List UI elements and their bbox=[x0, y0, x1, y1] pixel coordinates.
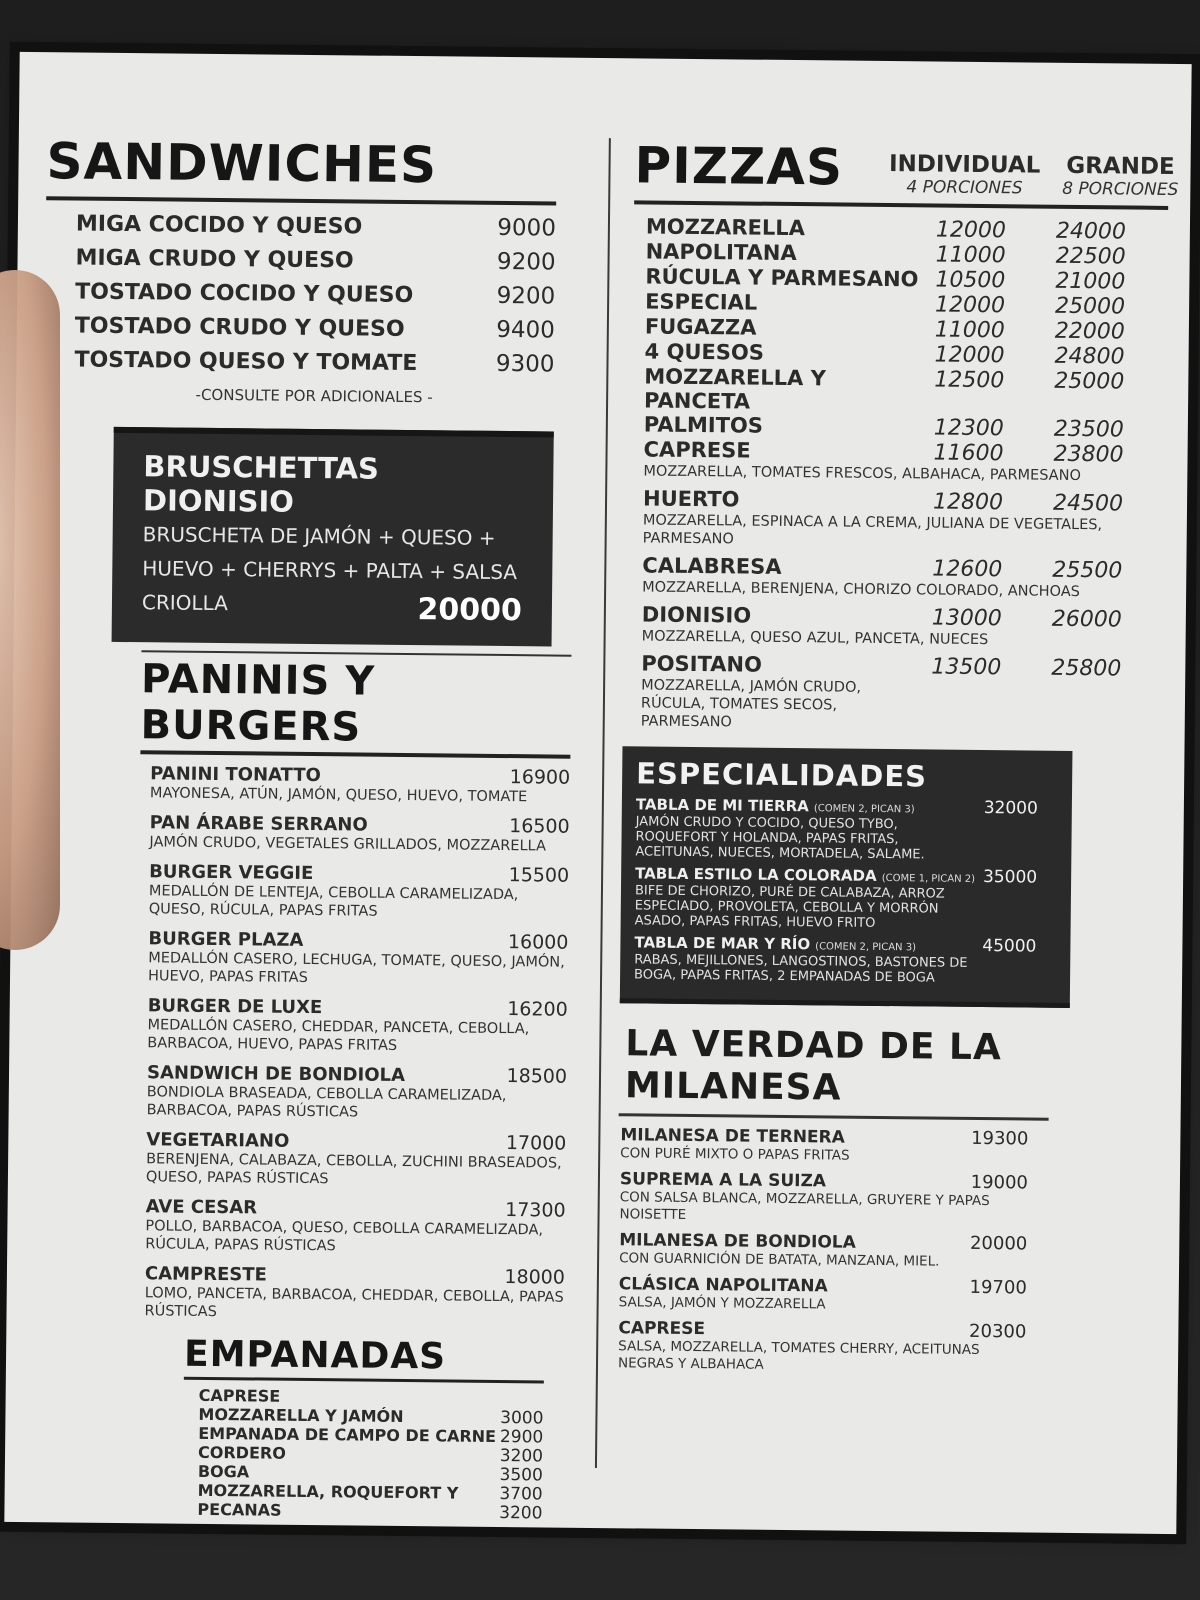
size-grande bbox=[1062, 153, 1179, 200]
bruschettas-price: 20000 bbox=[417, 592, 523, 629]
price-individual: 12500 bbox=[934, 367, 1005, 394]
price-individual: 12600 bbox=[932, 556, 1003, 583]
panini-item bbox=[145, 1195, 566, 1257]
item-desc: MAYONESA, ATÚN, JAMÓN, QUESO, HUEVO, TOMATE bbox=[149, 785, 528, 806]
panini-item bbox=[147, 1061, 568, 1123]
sandwich-item bbox=[75, 312, 555, 351]
price-grande: 24500 bbox=[1052, 490, 1124, 517]
holding-thumb bbox=[0, 270, 60, 950]
item-name: TOSTADO CRUDO Y QUESO bbox=[74, 313, 405, 342]
price-individual: 13500 bbox=[931, 654, 1002, 681]
item-name: MOZZARELLA, ROQUEFORT Y PECANAS bbox=[197, 1480, 459, 1520]
item-name: BOGA bbox=[197, 1461, 250, 1482]
item-name: MIGA CRUDO Y QUESO bbox=[75, 245, 354, 274]
item-name: BURGER VEGGIE bbox=[149, 861, 314, 885]
size-portions: 4 PORCIONES bbox=[906, 177, 1023, 199]
price-individual: 11000 bbox=[934, 317, 1005, 344]
panini-item bbox=[149, 811, 569, 855]
milanesa-title: LA VERDAD DE LA MILANESA bbox=[624, 1023, 1003, 1109]
item-price: 16500 bbox=[509, 815, 570, 838]
price-individual: 12000 bbox=[934, 342, 1005, 369]
panini-item bbox=[147, 994, 568, 1056]
item-name: CAPRESE bbox=[618, 1318, 706, 1340]
item-name: CAPRESE bbox=[643, 437, 751, 463]
size-portions: 8 PORCIONES bbox=[1062, 178, 1179, 201]
item-name: TOSTADO QUESO Y TOMATE bbox=[74, 347, 418, 377]
item-price: 17300 bbox=[505, 1199, 566, 1222]
sandwich-item bbox=[75, 278, 555, 317]
item-price: 32000 bbox=[983, 798, 1038, 819]
item-desc: MEDALLÓN CASERO, LECHUGA, TOMATE, QUESO, JAMÓN, HUEVO, PAPAS FRITAS bbox=[147, 950, 565, 986]
item-desc: CON GUARNICIÓN DE BATATA, MANZANA, MIEL. bbox=[619, 1250, 940, 1270]
item-price: 9400 bbox=[496, 316, 555, 344]
price-grande: 25800 bbox=[1051, 655, 1122, 682]
pizzas-header bbox=[634, 136, 1179, 200]
item-name: 4 QUESOS bbox=[644, 339, 765, 365]
pizza-item bbox=[643, 486, 1176, 553]
item-desc: MOZZARELLA, JAMÓN CRUDO, RÚCULA, TOMATES SECOS, PARMESANO bbox=[640, 677, 862, 731]
item-desc: MOZZARELLA, QUESO AZUL, PANCETA, NUECES bbox=[641, 628, 989, 649]
item-name: DIONISIO bbox=[641, 602, 752, 628]
item-name: VEGETARIANO bbox=[146, 1129, 290, 1152]
item-name: BURGER PLAZA bbox=[148, 928, 304, 951]
price-grande: 24000 bbox=[1055, 218, 1127, 245]
item-servings: (COMEN 2, PICAN 3) bbox=[813, 803, 915, 816]
milanesa-list bbox=[606, 1124, 1169, 1378]
price-grande: 23800 bbox=[1053, 441, 1124, 468]
item-price: 16000 bbox=[507, 931, 569, 954]
milanesa-item bbox=[619, 1168, 1028, 1227]
item-desc: MEDALLÓN CASERO, CHEDDAR, PANCETA, CEBOLLA, BARBACOA, HUEVO, PAPAS FRITAS bbox=[147, 1017, 530, 1054]
item-desc: JAMÓN CRUDO Y COCIDO, QUESO TYBO, ROQUEFORT Y HOLANDA, PAPAS FRITAS, ACEITUNAS, NUECES, MORTADELA, SALAME. bbox=[635, 814, 925, 863]
item-name: MOZZARELLA bbox=[645, 214, 806, 241]
item-price: 35000 bbox=[982, 867, 1038, 888]
item-name: AVE CESAR bbox=[145, 1196, 258, 1219]
additions-note: -CONSULTE POR ADICIONALES - bbox=[195, 385, 433, 407]
item-name: MOZZARELLA Y PANCETA bbox=[643, 364, 826, 414]
item-price: 9200 bbox=[496, 282, 556, 310]
price-individual: 12000 bbox=[934, 292, 1006, 319]
item-price: 3200 bbox=[499, 1503, 543, 1524]
item-price: 16200 bbox=[507, 998, 568, 1021]
item-name: EMPANADA DE CAMPO DE CARNE bbox=[198, 1423, 497, 1446]
sandwich-item bbox=[75, 245, 555, 284]
item-price: 19700 bbox=[969, 1276, 1027, 1299]
milanesa-rule bbox=[619, 1113, 1049, 1121]
item-name: MOZZARELLA Y JAMÓN bbox=[198, 1404, 404, 1426]
item-price: 16900 bbox=[509, 766, 571, 789]
sandwich-item bbox=[76, 211, 556, 250]
panini-item bbox=[148, 927, 569, 989]
item-name: PAN ÁRABE SERRANO bbox=[149, 812, 368, 836]
size-individual bbox=[889, 151, 1041, 199]
size-label: GRANDE bbox=[1066, 152, 1175, 181]
item-name: TOSTADO COCIDO Y QUESO bbox=[75, 279, 414, 309]
menu-sheet bbox=[4, 52, 1191, 1534]
item-name: TABLA DE MI TIERRA bbox=[635, 795, 809, 816]
item-price: 45000 bbox=[982, 936, 1037, 957]
paninis-top-rule bbox=[141, 650, 571, 657]
item-price: 20300 bbox=[969, 1320, 1027, 1343]
item-price: 17000 bbox=[505, 1132, 567, 1155]
item-price: 15500 bbox=[508, 864, 570, 887]
milanesa-item bbox=[618, 1317, 1027, 1376]
especialidad-item bbox=[635, 794, 1056, 863]
sandwiches-rule bbox=[46, 196, 556, 205]
item-name: MILANESA DE BONDIOLA bbox=[619, 1230, 856, 1253]
panini-item bbox=[146, 1128, 567, 1190]
bruschettas-title: BRUSCHETTAS DIONISIO bbox=[142, 449, 380, 519]
price-individual: 11000 bbox=[935, 242, 1006, 269]
item-name: CAPRESE bbox=[198, 1385, 281, 1406]
item-desc: SALSA, JAMÓN Y MOZZARELLA bbox=[618, 1294, 826, 1313]
item-price: 9200 bbox=[496, 248, 556, 276]
item-servings: (COME 1, PICAN 2) bbox=[881, 872, 976, 885]
item-name: HUERTO bbox=[642, 486, 740, 512]
item-price: 3700 bbox=[499, 1484, 543, 1505]
item-price: 3500 bbox=[499, 1465, 543, 1486]
milanesa-item bbox=[619, 1273, 1027, 1315]
item-desc: LOMO, PANCETA, BARBACOA, CHEDDAR, CEBOLLA, PAPAS RÚSTICAS bbox=[144, 1285, 564, 1321]
sandwich-item bbox=[74, 346, 554, 385]
item-name: POSITANO bbox=[641, 651, 763, 677]
item-name: CLÁSICA NAPOLITANA bbox=[618, 1274, 828, 1297]
item-desc: MOZZARELLA, BERENJENA, CHORIZO COLORADO, ANCHOAS bbox=[642, 579, 1080, 601]
pizza-item bbox=[642, 553, 1174, 602]
empanadas-list bbox=[22, 1384, 583, 1523]
panini-item bbox=[150, 762, 570, 806]
item-name: CALABRESA bbox=[642, 553, 782, 579]
item-desc: BERENJENA, CALABAZA, CEBOLLA, ZUCHINI BRASEADOS, QUESO, PAPAS RÚSTICAS bbox=[145, 1151, 562, 1188]
price-grande: 24800 bbox=[1054, 343, 1125, 370]
item-price: 20000 bbox=[969, 1232, 1028, 1255]
price-individual: 12300 bbox=[933, 415, 1004, 442]
empanadas-title: EMPANADAS bbox=[183, 1333, 447, 1378]
pizza-item bbox=[644, 364, 1176, 418]
item-servings: (COMEN 2, PICAN 3) bbox=[815, 941, 917, 954]
item-desc: CON PURÉ MIXTO O PAPAS FRITAS bbox=[620, 1145, 850, 1164]
panini-item bbox=[149, 860, 570, 922]
bruschettas-box bbox=[112, 427, 554, 647]
item-name: TABLA DE MAR Y RÍO bbox=[634, 933, 811, 954]
item-desc: MOZZARELLA, ESPINACA A LA CREMA, JULIANA DE VEGETALES, PARMESANO bbox=[642, 512, 1103, 548]
item-desc: POLLO, BARBACOA, QUESO, CEBOLLA CARAMELIZADA, RÚCULA, PAPAS RÚSTICAS bbox=[145, 1218, 544, 1255]
item-name: MIGA COCIDO Y QUESO bbox=[75, 211, 363, 240]
item-desc: RABAS, MEJILLONES, LANGOSTINOS, BASTONES DE BOGA, PAPAS FRITAS, 2 EMPANADAS DE BOGA bbox=[634, 952, 968, 986]
price-grande: 21000 bbox=[1055, 268, 1126, 295]
price-individual: 10500 bbox=[935, 267, 1006, 294]
milanesa-item bbox=[619, 1229, 1027, 1271]
item-price: 18000 bbox=[504, 1266, 566, 1289]
empanada-item bbox=[198, 1443, 543, 1466]
paninis-list bbox=[24, 761, 590, 1325]
item-name: CAMPRESTE bbox=[144, 1263, 267, 1286]
item-name: MILANESA DE TERNERA bbox=[620, 1125, 845, 1148]
paninis-title: PANINIS Y BURGERS bbox=[140, 656, 376, 751]
pizza-item bbox=[641, 651, 1174, 736]
price-grande: 22000 bbox=[1054, 318, 1125, 345]
item-desc: BIFE DE CHORIZO, PURÉ DE CALABAZA, ARROZ ESPECIADO, PROVOLETA, CEBOLLA Y MORRÓN ASADO, PAPAS FRITAS, HUEVO FRITO bbox=[634, 883, 945, 931]
especialidad-item bbox=[634, 932, 1055, 986]
pizza-size-headers bbox=[889, 151, 1179, 200]
pizzas-title: PIZZAS bbox=[634, 136, 844, 197]
item-name: CORDERO bbox=[197, 1442, 286, 1463]
price-individual: 11600 bbox=[933, 440, 1004, 467]
item-desc: MOZZARELLA, TOMATES FRESCOS, ALBAHACA, PARMESANO bbox=[643, 463, 1081, 485]
item-name: PALMITOS bbox=[643, 412, 764, 438]
item-name: TABLA ESTILO LA COLORADA bbox=[635, 864, 877, 885]
especialidades-title: ESPECIALIDADES bbox=[636, 756, 928, 794]
price-individual: 13000 bbox=[931, 605, 1002, 632]
item-desc: CON SALSA BLANCA, MOZZARELLA, GRUYERE Y PAPAS NOISETTE bbox=[619, 1189, 990, 1223]
price-individual: 12000 bbox=[935, 217, 1007, 244]
pizzas-rule bbox=[634, 200, 1168, 210]
price-grande: 25500 bbox=[1052, 557, 1123, 584]
price-grande: 22500 bbox=[1055, 243, 1126, 270]
right-column bbox=[606, 58, 1180, 1384]
item-name: NAPOLITANA bbox=[645, 239, 797, 266]
especialidad-item bbox=[635, 863, 1056, 932]
especialidades-box bbox=[620, 746, 1073, 1008]
price-individual: 12800 bbox=[932, 489, 1004, 516]
pizza-item bbox=[643, 437, 1175, 486]
item-name: SUPREMA A LA SUIZA bbox=[619, 1169, 827, 1192]
item-name: PANINI TONATTO bbox=[150, 763, 321, 787]
sandwiches-list bbox=[34, 210, 596, 408]
price-grande: 26000 bbox=[1051, 606, 1122, 633]
item-price: 3000 bbox=[500, 1408, 544, 1429]
price-grande: 25000 bbox=[1054, 368, 1125, 395]
item-price: 18500 bbox=[506, 1065, 568, 1088]
item-name: FUGAZZA bbox=[644, 314, 757, 340]
item-name: ESPECIAL bbox=[645, 289, 758, 315]
sandwiches-title: SANDWICHES bbox=[46, 132, 438, 195]
item-desc: SALSA, MOZZARELLA, TOMATES CHERRY, ACEITUNAS NEGRAS Y ALBAHACA bbox=[617, 1338, 980, 1373]
item-desc: JAMÓN CRUDO, VEGETALES GRILLADOS, MOZZARELLA bbox=[149, 834, 546, 855]
bruschettas-desc: BRUSCHETA DE JAMÓN + QUESO + HUEVO + CHERRYS + PALTA + SALSA CRIOLLA bbox=[141, 522, 518, 616]
milanesa-item bbox=[620, 1124, 1028, 1166]
price-grande: 23500 bbox=[1053, 416, 1124, 443]
item-desc: MEDALLÓN DE LENTEJA, CEBOLLA CARAMELIZADA, QUESO, RÚCULA, PAPAS FRITAS bbox=[148, 883, 519, 920]
pizzas-list bbox=[613, 214, 1178, 736]
item-name: SANDWICH DE BONDIOLA bbox=[146, 1062, 406, 1086]
size-label: INDIVIDUAL bbox=[888, 151, 1041, 179]
item-price: 9000 bbox=[497, 214, 557, 242]
panini-item bbox=[144, 1262, 565, 1324]
item-price: 19300 bbox=[971, 1127, 1029, 1150]
item-price: 3200 bbox=[499, 1446, 544, 1467]
item-desc: BONDIOLA BRASEADA, CEBOLLA CARAMELIZADA, BARBACOA, PAPAS RÚSTICAS bbox=[146, 1084, 507, 1121]
item-name: BURGER DE LUXE bbox=[147, 995, 323, 1019]
item-price: 9300 bbox=[495, 350, 555, 378]
left-column bbox=[22, 52, 597, 1523]
item-price: 2900 bbox=[499, 1427, 544, 1448]
price-grande: 25000 bbox=[1054, 293, 1126, 320]
item-name: RÚCULA Y PARMESANO bbox=[645, 264, 919, 292]
item-price: 19000 bbox=[970, 1171, 1029, 1194]
pizza-item bbox=[642, 602, 1174, 651]
